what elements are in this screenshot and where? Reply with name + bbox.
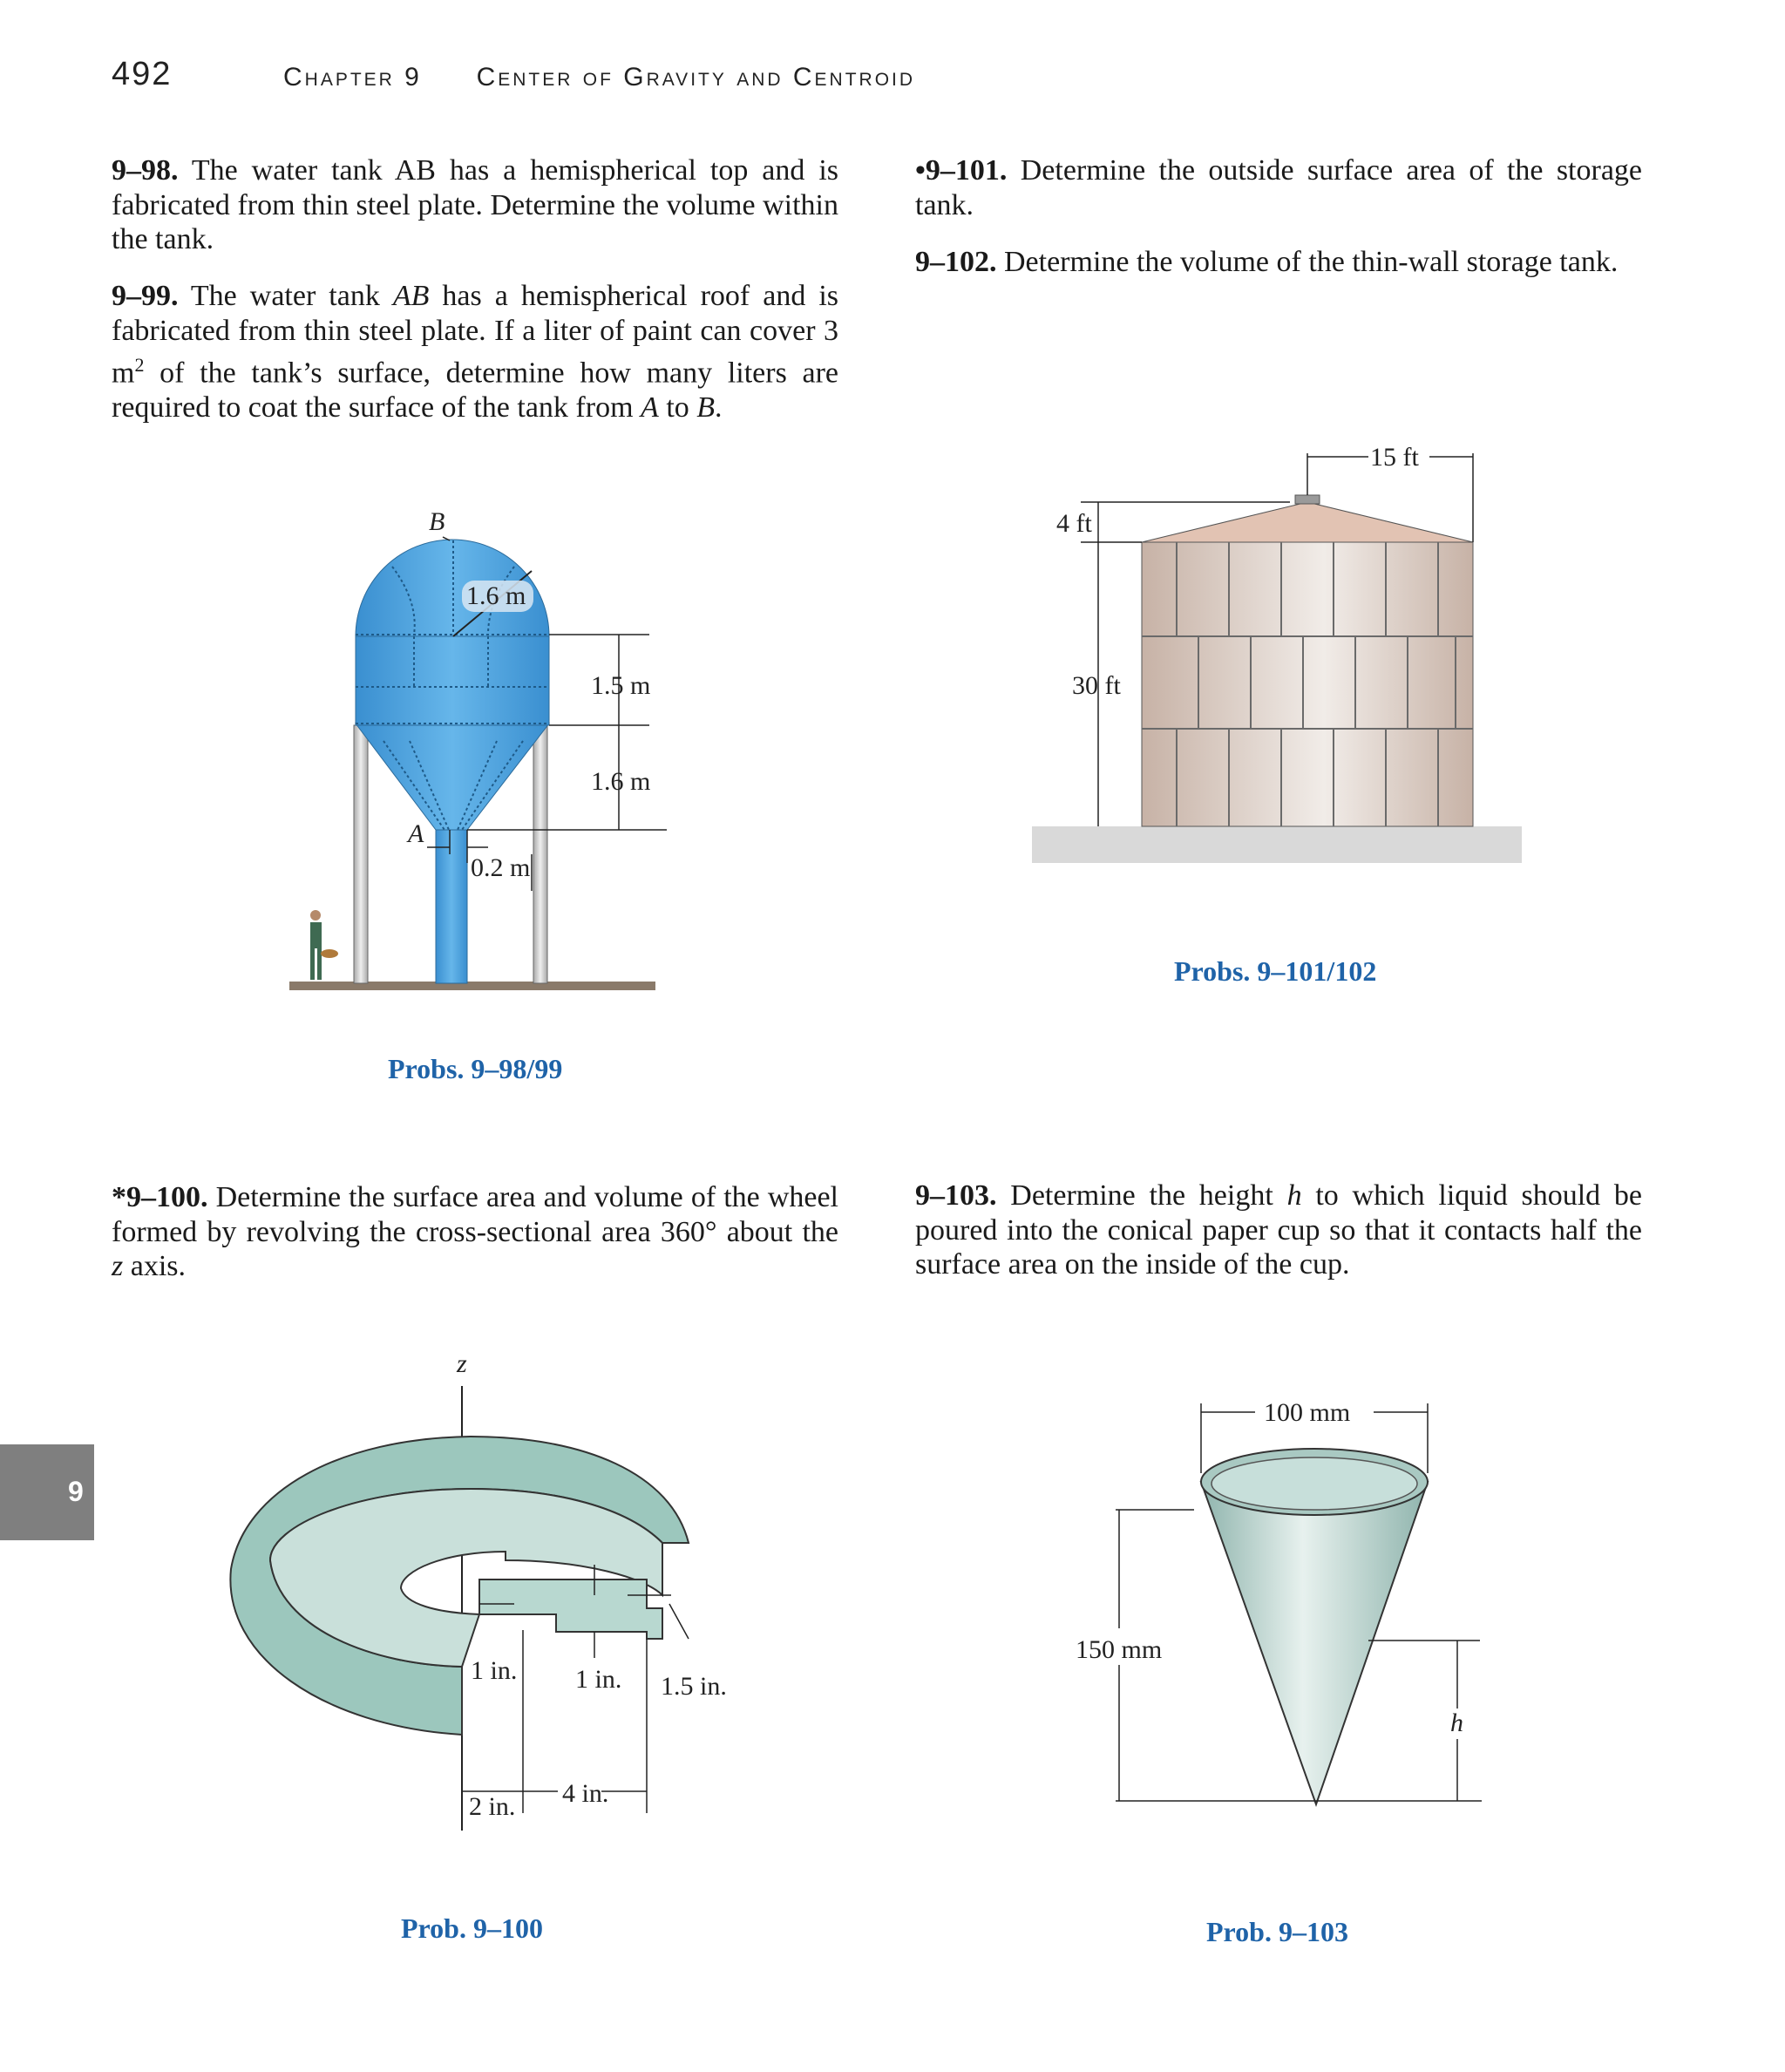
page-number: 492	[112, 56, 173, 92]
chapter-tab-label: 9	[68, 1476, 84, 1507]
problem-text: Determine the volume of the thin-wall storage tank.	[1004, 246, 1619, 278]
tank-cone	[356, 724, 549, 830]
problem-number: 9–98.	[112, 154, 179, 187]
problem-number: 9–99.	[112, 280, 179, 312]
problem-text: Determine the surface area and volume of the wheel formed by revolving the cross-sectional area 360° about the	[112, 1181, 839, 1248]
dim-radius: 1.6 m	[466, 581, 526, 610]
tank-leg	[533, 725, 547, 983]
problem-text: The water tank	[190, 280, 380, 312]
caption-prob-103: Prob. 9–103	[1206, 1916, 1348, 1947]
roof-vent	[1295, 495, 1320, 504]
dim-column-diameter: 0.2 m	[471, 853, 531, 882]
problem-9-98	[112, 153, 838, 257]
ground	[1032, 826, 1522, 863]
symbol-B: B	[696, 391, 716, 424]
dim-d4: 4 in.	[562, 1779, 609, 1808]
dim-d2: 1 in.	[575, 1665, 622, 1694]
dim-cylinder-height: 1.5 m	[591, 671, 651, 700]
tank-column	[436, 828, 467, 983]
tank-body	[1142, 542, 1473, 826]
dim-cup-height: 150 mm	[1076, 1635, 1163, 1664]
point-A: A	[408, 819, 424, 848]
dim-radius: 15 ft	[1370, 443, 1419, 472]
problem-number: 9–103.	[915, 1179, 997, 1212]
dim-d3: 1.5 in.	[661, 1672, 727, 1701]
dim-h: h	[1450, 1709, 1463, 1737]
problem-9-103	[915, 1179, 1642, 1282]
point-B: B	[429, 507, 445, 536]
problem-number: •9–101.	[915, 154, 1008, 187]
symbol-z: z	[112, 1250, 124, 1282]
dim-tank-height: 30 ft	[1072, 671, 1121, 700]
figure-cone-cup	[1063, 1386, 1534, 1822]
running-header	[283, 63, 915, 92]
problem-text: axis.	[130, 1250, 187, 1282]
problem-number: 9–102.	[915, 246, 997, 278]
problem-text: to	[666, 391, 689, 424]
symbol-h: h	[1286, 1179, 1302, 1212]
symbol-A: A	[641, 391, 659, 424]
axis-z-label: z	[457, 1349, 467, 1378]
caption-prob-100: Prob. 9–100	[401, 1912, 543, 1944]
figure-storage-tank	[1028, 436, 1534, 880]
problem-9-102	[915, 245, 1642, 280]
caption-probs-98-99: Probs. 9–98/99	[388, 1053, 563, 1084]
person-figure	[310, 910, 338, 980]
problem-text: Determine the outside surface area of the storage tank.	[915, 154, 1642, 221]
symbol-AB: AB	[392, 280, 430, 312]
dim-roof-height: 4 ft	[1056, 509, 1092, 538]
problem-text: has a hemispherical roof and is fabricated from thin steel plate. If a liter of paint can cover 3 m	[112, 280, 839, 390]
problem-9-101	[915, 153, 1642, 222]
cup-cone	[1201, 1482, 1428, 1804]
period: .	[715, 391, 723, 424]
caption-probs-101-102: Probs. 9–101/102	[1174, 955, 1377, 987]
figure-water-tank	[279, 488, 680, 1011]
problem-text: Determine the height	[1010, 1179, 1273, 1212]
problem-9-100	[112, 1180, 838, 1284]
chapter-title: Center of Gravity and Centroid	[476, 63, 916, 92]
tank-cylinder	[356, 635, 549, 725]
dim-top-diameter: 100 mm	[1264, 1398, 1351, 1427]
dim-cone-height: 1.6 m	[591, 767, 651, 796]
chapter-label: Chapter 9	[283, 63, 422, 92]
dim-d1: 1 in.	[471, 1656, 518, 1685]
superscript: 2	[134, 354, 145, 376]
chapter-tab	[0, 1444, 94, 1540]
wheel-cross-section	[479, 1579, 662, 1639]
dim-d5: 2 in.	[469, 1792, 516, 1821]
problem-text: of the tank’s surface, determine how many liters are required to coat the surface of the tank from	[112, 357, 839, 424]
problem-number: *9–100.	[112, 1181, 208, 1213]
problem-text: The water tank AB has a hemispherical top and is fabricated from thin steel plate. Determine the volume within the tank.	[112, 154, 838, 255]
problem-9-99	[112, 279, 838, 425]
tank-roof	[1142, 502, 1473, 542]
tank-leg	[354, 725, 368, 983]
ground	[289, 982, 655, 990]
figure-wheel	[218, 1342, 758, 1848]
problem-text: to which liquid should be poured into the conical paper cup so that it contacts half the surface area on the inside of the cup.	[915, 1179, 1643, 1281]
